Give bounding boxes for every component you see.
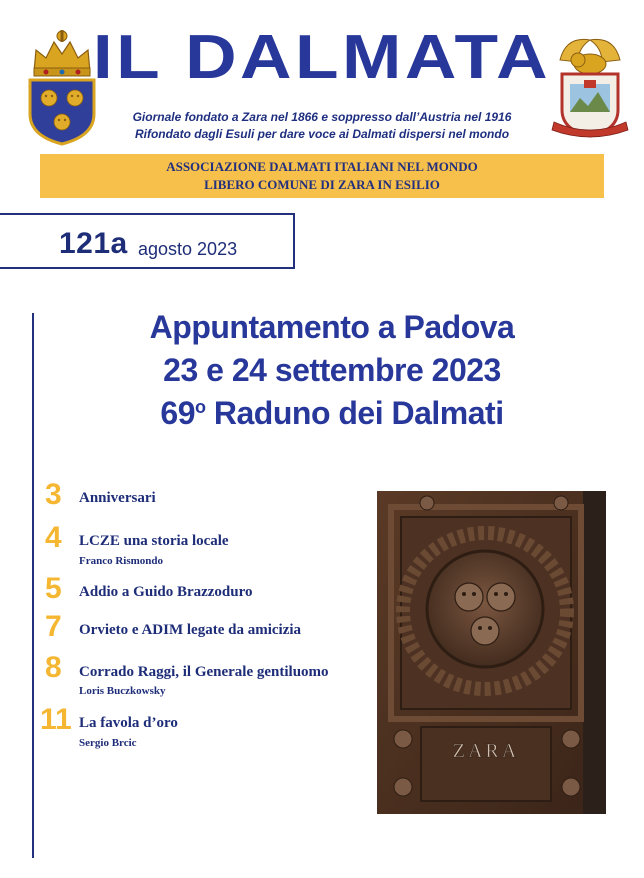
headline-line3 <box>40 395 624 432</box>
toc-page-number: 3 <box>45 478 62 511</box>
photo-inscription: ZARA <box>452 740 520 762</box>
toc-page-number: 7 <box>45 610 62 643</box>
toc-author: Franco Rismondo <box>79 555 164 567</box>
headline-line1: Appuntamento a Padova <box>149 309 515 345</box>
masthead-subtitle-line2: Rifondato dagli Esuli per dare voce ai Dalmati dispersi nel mondo <box>134 127 510 141</box>
headline-ordinal: o <box>195 397 206 417</box>
toc-title[interactable]: Corrado Raggi, il Generale gentiluomo <box>79 664 329 680</box>
toc-title[interactable]: Orvieto e ADIM legate da amicizia <box>79 622 302 638</box>
headline-edition-number: 69 <box>160 395 195 431</box>
association-banner <box>40 154 604 198</box>
toc-page-number: 4 <box>45 521 62 554</box>
toc-author: Sergio Brcic <box>79 737 137 749</box>
headline-line3-text: Raduno dei Dalmati <box>205 395 504 431</box>
toc-title[interactable]: Addio a Guido Brazzoduro <box>79 584 253 600</box>
toc-page-number: 8 <box>45 651 62 684</box>
toc-title[interactable]: Anniversari <box>79 490 156 506</box>
issue-box <box>0 213 295 269</box>
association-line2: LIBERO COMUNE DI ZARA IN ESILIO <box>204 177 440 192</box>
masthead-subtitle-line1: Giornale fondato a Zara nel 1866 e soppresso dall’Austria nel 1916 <box>132 110 512 124</box>
toc-title[interactable]: La favola d’oro <box>79 715 178 731</box>
toc-page-number: 11 <box>40 703 72 736</box>
newspaper-title: IL DALMATA <box>92 23 552 92</box>
toc-page-number: 5 <box>45 572 62 605</box>
toc-author: Loris Buczkowsky <box>79 685 166 697</box>
carved-door-photo <box>377 491 606 814</box>
toc-title[interactable]: LCZE una storia locale <box>79 533 229 549</box>
vertical-rule <box>32 313 34 858</box>
headline-line2: 23 e 24 settembre 2023 <box>163 352 501 388</box>
issue-number: 121a <box>59 227 128 260</box>
issue-date: agosto 2023 <box>138 239 238 259</box>
association-line1: ASSOCIAZIONE DALMATI ITALIANI NEL MONDO <box>166 159 478 174</box>
